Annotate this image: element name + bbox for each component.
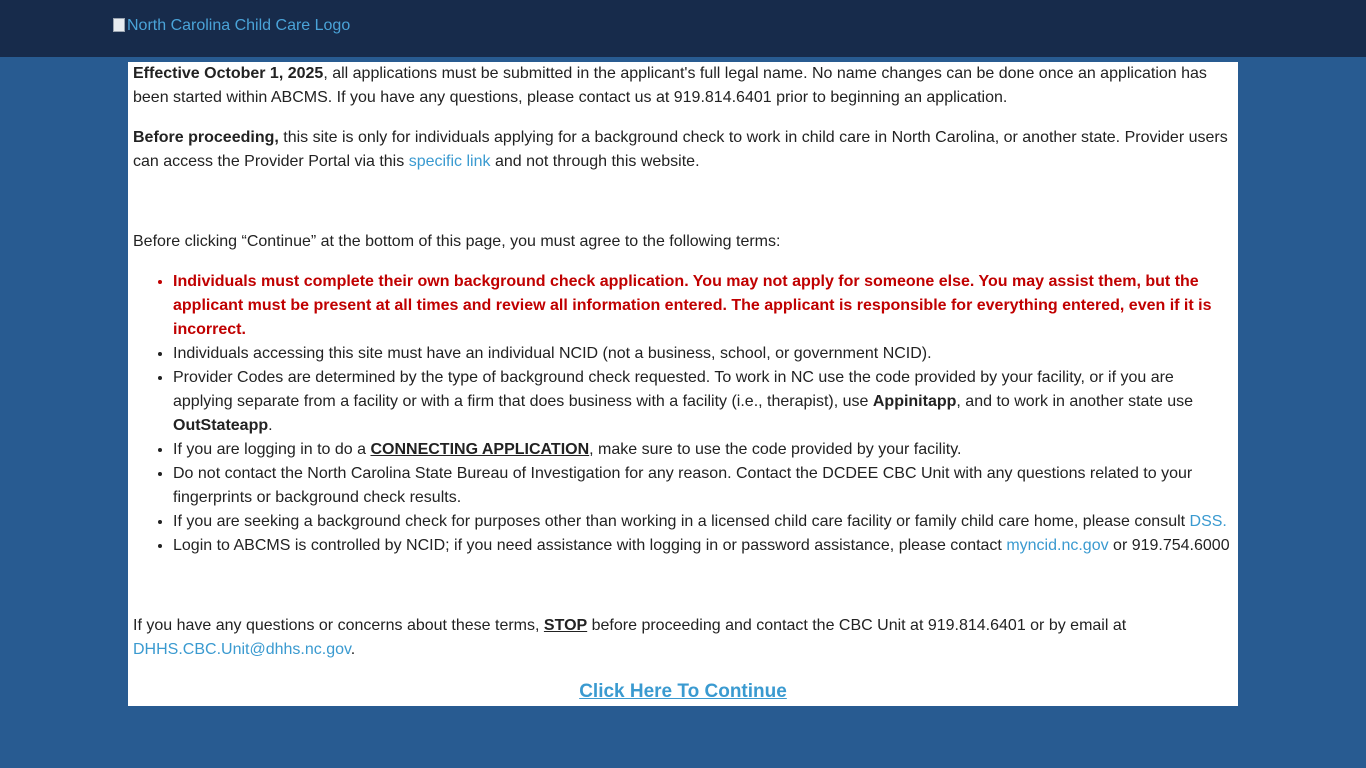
effective-text: , all applications must be submitted in the applicant's full legal name. No name changes can be done once an application has been started within ABCMS. If you have any questions, please contact us at 919.814.6401 prior to beginning an application.	[133, 65, 1207, 106]
page-header	[0, 0, 1366, 57]
term-ncid-phone: or 919.754.6000	[1108, 537, 1230, 554]
term-provider-codes-text2: , and to work in another state use	[956, 393, 1193, 410]
continue-wrap	[133, 680, 1233, 705]
term-ncid-text: Login to ABCMS is controlled by NCID; if you need assistance with logging in or password assistance, please contact	[173, 537, 1007, 554]
term-individual-ncid: • Individuals accessing this site must have an individual NCID (not a business, school, or government NCID).	[173, 342, 1233, 366]
myncid-link[interactable]: myncid.nc.gov	[1006, 537, 1109, 554]
connecting-application-label: CONNECTING APPLICATION	[370, 441, 590, 458]
effective-date: Effective October 1, 2025	[133, 65, 324, 82]
term-provider-codes	[173, 366, 1233, 438]
dss-link[interactable]: DSS.	[1189, 513, 1227, 530]
questions-notice	[133, 614, 1233, 662]
email-link[interactable]: DHHS.CBC.Unit@dhhs.nc.gov	[133, 641, 351, 658]
effective-notice	[133, 62, 1233, 110]
term-connecting-application	[173, 438, 1233, 462]
logo[interactable]	[113, 17, 350, 35]
questions-text: If you have any questions or concerns about these terms,	[133, 617, 544, 634]
questions-text2: before proceeding and contact the CBC Unit at 919.814.6401 or by email at	[587, 617, 1127, 634]
broken-image-icon	[113, 18, 125, 32]
term-provider-codes-end: .	[268, 417, 273, 434]
term-own-application: • Individuals must complete their own background check application. You may not apply for someone else. You may assist them, but the applicant must be present at all times and review all information entered. The applicant is responsible for everything entered, even if it is incorrect.	[173, 270, 1233, 342]
proceed-bold: Before proceeding,	[133, 129, 279, 146]
term-ncid-login	[173, 534, 1233, 558]
proceed-text-end: and not through this website.	[490, 153, 700, 170]
term-connecting-text2: , make sure to use the code provided by your facility.	[589, 441, 962, 458]
stop-label: STOP	[543, 617, 588, 634]
term-other-purposes-text: If you are seeking a background check for purposes other than working in a licensed child care facility or family child care home, please consult	[173, 513, 1190, 530]
main-content	[128, 62, 1238, 706]
term-other-purposes	[173, 510, 1233, 534]
term-provider-codes-text: Provider Codes are determined by the type of background check requested. To work in NC use the code provided by your facility, or if you are applying separate from a facility or with a firm that does business with a facility (i.e., therapist), use	[173, 369, 1174, 410]
term-connecting-text: If you are logging in to do a	[173, 441, 371, 458]
questions-end: .	[350, 641, 356, 658]
code-appinitapp: Appinitapp	[872, 393, 957, 410]
logo-alt-text: North Carolina Child Care Logo	[127, 17, 351, 34]
code-outstateapp: OutStateapp	[173, 417, 269, 434]
proceed-notice	[133, 126, 1233, 174]
proceed-text: this site is only for individuals applying for a background check to work in child care in North Carolina, or another state. Provider users can access the Provider Portal via this	[133, 129, 1228, 170]
term-no-sbi-contact: • Do not contact the North Carolina State Bureau of Investigation for any reason. Contact the DCDEE CBC Unit with any questions related to your fingerprints or background check results.	[173, 462, 1233, 510]
terms-list	[133, 270, 1233, 558]
continue-link[interactable]: Click Here To Continue	[579, 681, 787, 702]
specific-link[interactable]: specific link	[408, 153, 491, 170]
terms-intro: Before clicking “Continue” at the bottom of this page, you must agree to the following terms:	[133, 233, 781, 250]
